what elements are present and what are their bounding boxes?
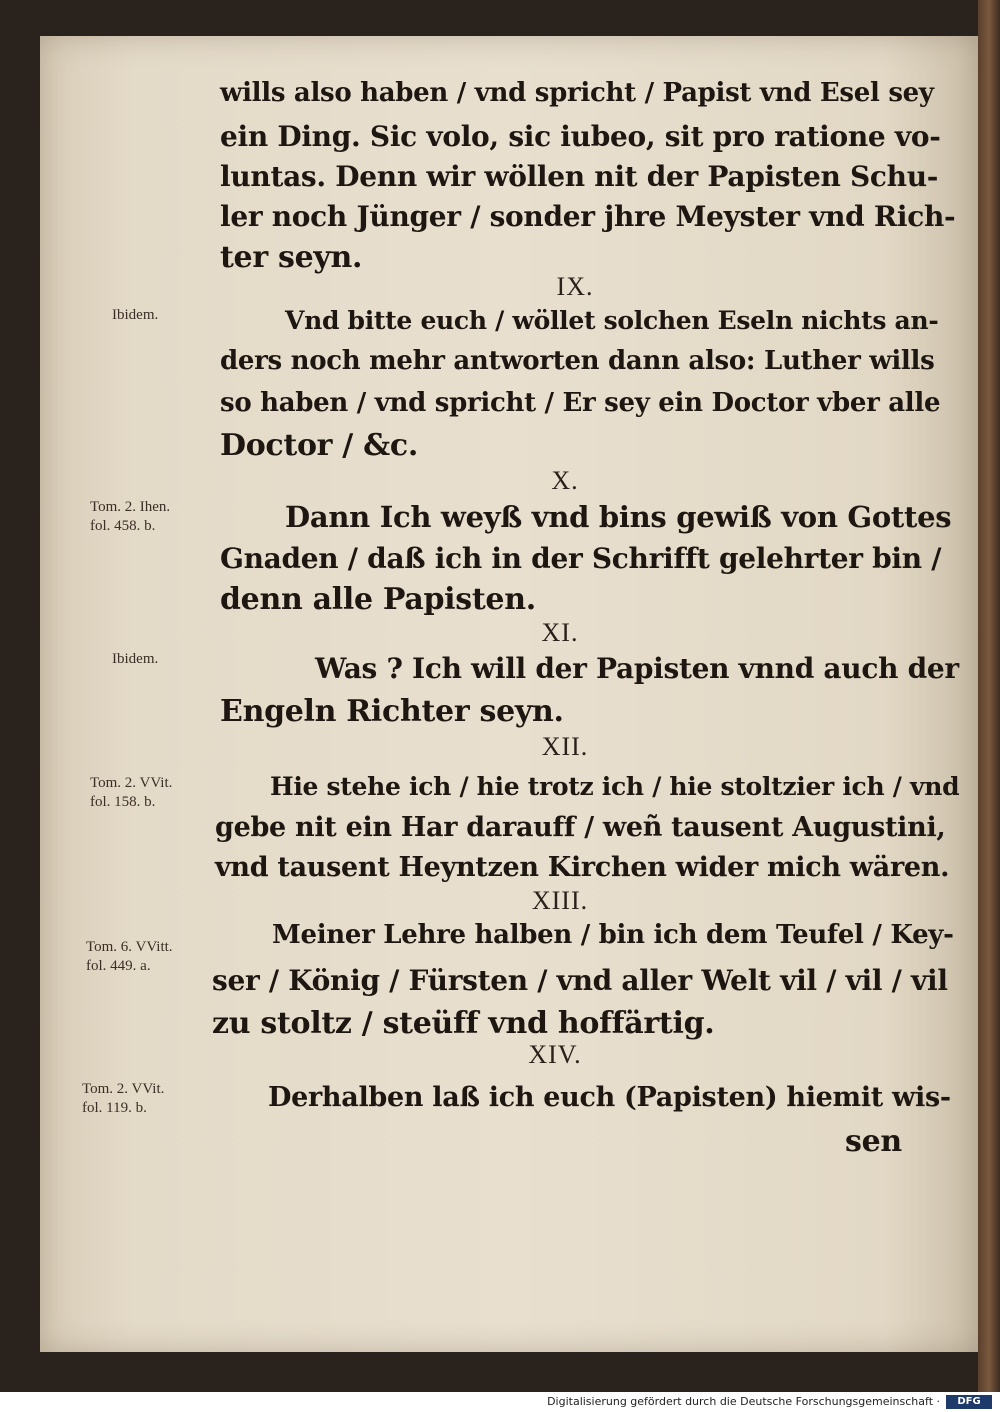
text-line: ler noch Jünger / sonder jhre Meyster vnd Rich- — [220, 200, 956, 233]
text-line: wills also haben / vnd spricht / Papist vnd Esel sey — [220, 78, 934, 108]
text-line: luntas. Denn wir wöllen nit der Papisten Schu- — [220, 160, 939, 193]
text-line: so haben / vnd spricht / Er sey ein Doctor vber alle — [220, 388, 941, 418]
margin-note: Tom. 2. VVit. — [90, 775, 173, 791]
text-line: sen — [845, 1124, 902, 1159]
text-line: ein Ding. Sic volo, sic iubeo, sit pro ratione vo- — [220, 120, 941, 153]
margin-note: fol. 449. a. — [86, 958, 151, 974]
text-line: Was ? Ich will der Papisten vnnd auch der — [315, 652, 959, 685]
dfg-logo: DFG — [946, 1395, 992, 1409]
section-numeral: X. — [551, 466, 579, 495]
section-numeral: XII. — [541, 732, 589, 761]
margin-note: fol. 119. b. — [82, 1100, 147, 1116]
book-spine-edge — [978, 0, 1000, 1392]
section-numeral: XIII. — [531, 886, 589, 915]
text-line: ser / König / Fürsten / vnd aller Welt vil / vil / vil — [212, 964, 948, 997]
funding-credit: Digitalisierung gefördert durch die Deutsche Forschungsgemeinschaft · — [547, 1395, 940, 1408]
margin-note: fol. 158. b. — [90, 794, 156, 810]
text-line: Derhalben laß ich euch (Papisten) hiemit wis- — [268, 1082, 951, 1113]
text-line: ter seyn. — [220, 240, 363, 275]
text-line: Hie stehe ich / hie trotz ich / hie stoltzier ich / vnd — [270, 772, 960, 801]
margin-note: fol. 458. b. — [90, 518, 156, 534]
text-line: Dann Ich weyß vnd bins gewiß von Gottes — [285, 500, 952, 534]
text-line: gebe nit ein Har darauff / weñ tausent Augustini, — [215, 812, 946, 843]
margin-note: Ibidem. — [112, 307, 159, 323]
text-line: vnd tausent Heyntzen Kirchen wider mich wären. — [215, 852, 950, 883]
margin-note: Tom. 2. VVit. — [82, 1081, 165, 1097]
text-line: Doctor / &c. — [220, 428, 419, 463]
margin-note: Tom. 2. Ihen. — [90, 499, 171, 515]
section-numeral: XIV. — [528, 1040, 582, 1069]
text-line: Meiner Lehre halben / bin ich dem Teufel / Key- — [272, 920, 954, 950]
text-line: ders noch mehr antworten dann also: Luther wills — [220, 346, 935, 376]
section-numeral: XI. — [541, 618, 579, 647]
section-numeral: IX. — [556, 272, 594, 301]
text-line: zu stoltz / steüff vnd hoffärtig. — [212, 1006, 715, 1041]
footer-bar — [0, 1392, 1000, 1412]
text-line: Engeln Richter seyn. — [220, 694, 564, 729]
text-line: denn alle Papisten. — [220, 582, 536, 617]
margin-note: Tom. 6. VVitt. — [86, 939, 173, 955]
margin-note: Ibidem. — [112, 651, 159, 667]
text-line: Gnaden / daß ich in der Schrifft gelehrter bin / — [220, 542, 942, 575]
text-line: Vnd bitte euch / wöllet solchen Eseln nichts an- — [285, 306, 939, 335]
